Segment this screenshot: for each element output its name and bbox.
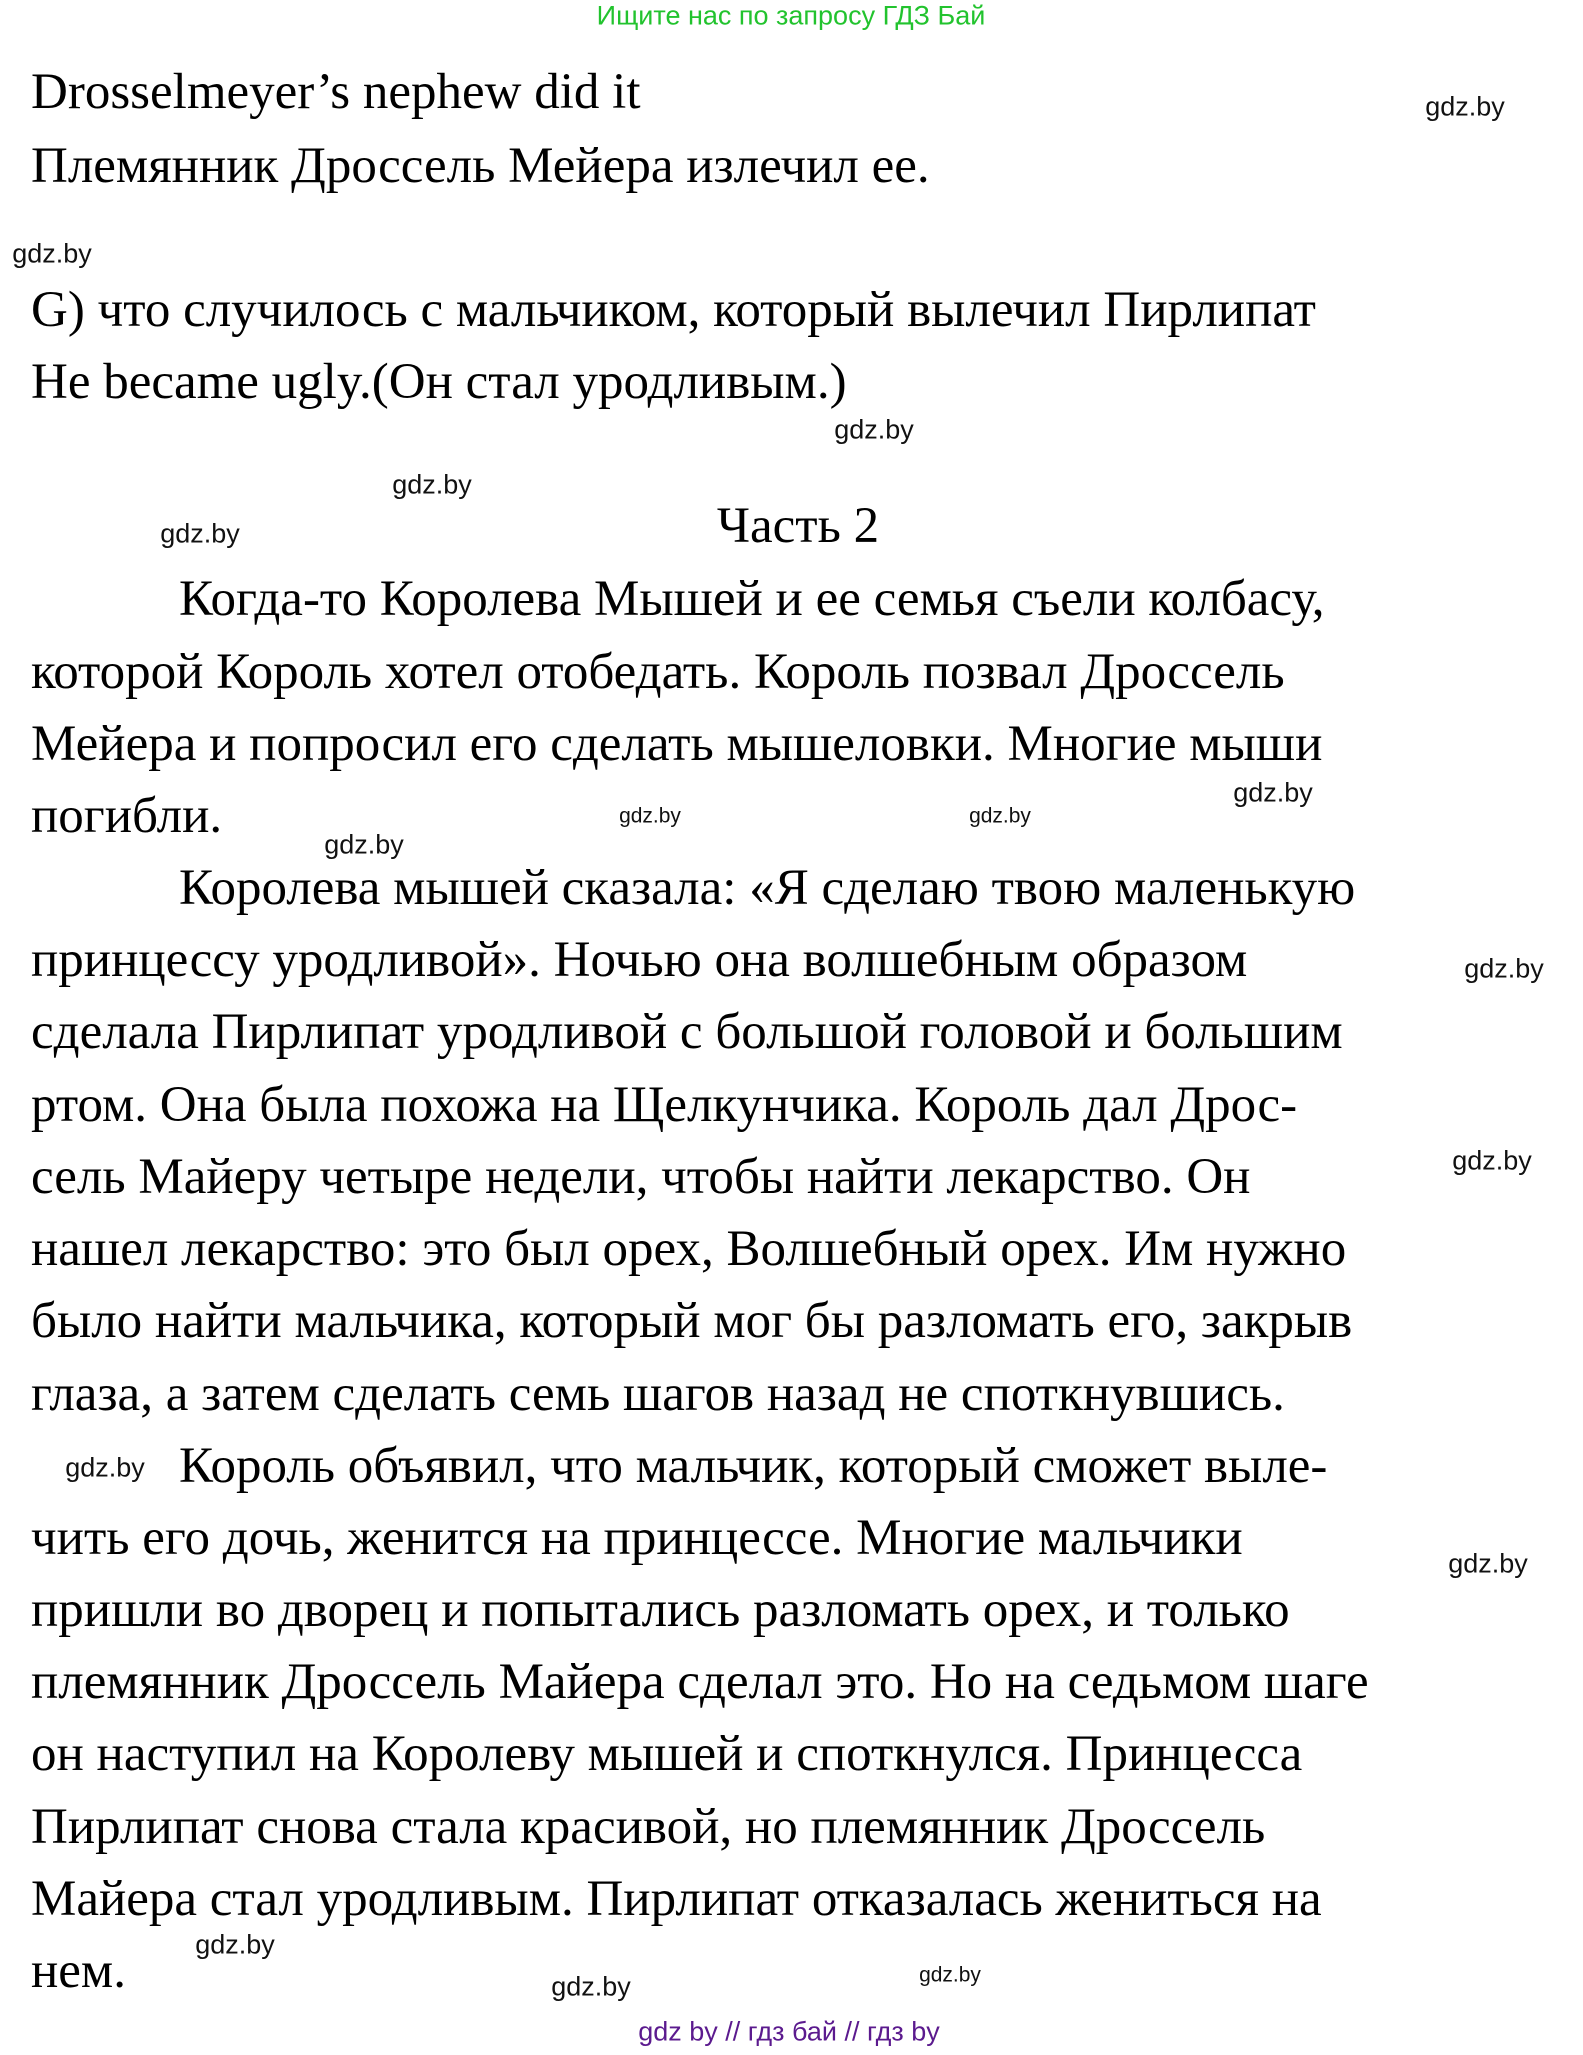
watermark: gdz.by <box>392 469 472 500</box>
text-line: Майера стал уродливым. Пирлипат отказалась жениться на <box>31 1871 1322 1927</box>
watermark: gdz.by <box>324 829 404 860</box>
text-line: Король объявил, что мальчик, который сможет выле- <box>179 1438 1328 1494</box>
text-line: нем. <box>31 1943 126 1999</box>
answer-line: Drosselmeyer’s nephew did it <box>31 64 641 120</box>
watermark: gdz.by <box>1464 953 1544 984</box>
text-line: сель Майеру четыре недели, чтобы найти лекарство. Он <box>31 1149 1251 1205</box>
text-line: пришли во дворец и попытались разломать орех, и только <box>31 1582 1290 1638</box>
watermark: gdz.by <box>969 804 1031 828</box>
watermark: gdz.by <box>12 238 92 269</box>
section-title: Часть 2 <box>716 498 880 554</box>
text-line: Когда-то Королева Мышей и ее семья съели колбасу, <box>179 571 1325 627</box>
watermark: gdz.by <box>1233 777 1313 808</box>
text-line: нашел лекарство: это был орех, Волшебный орех. Им нужно <box>31 1221 1347 1277</box>
watermark: gdz.by <box>1452 1145 1532 1176</box>
watermark: gdz.by <box>1448 1548 1528 1579</box>
text-line: глаза, а затем сделать семь шагов назад не споткнувшись. <box>31 1366 1285 1422</box>
watermark: gdz.by <box>619 804 681 828</box>
answer-line: Племянник Дроссель Мейера излечил ее. <box>31 138 930 194</box>
watermark: gdz.by <box>65 1452 145 1483</box>
text-line: племянник Дроссель Майера сделал это. Но на седьмом шаге <box>31 1654 1369 1710</box>
footer-links[interactable]: gdz by // гдз бай // гдз by <box>638 2016 940 2047</box>
text-line: Королева мышей сказала: «Я сделаю твою маленькую <box>179 860 1356 916</box>
text-line: было найти мальчика, который мог бы разломать его, закрыв <box>31 1293 1353 1349</box>
text-line: сделала Пирлипат уродливой с большой головой и большим <box>31 1004 1343 1060</box>
text-line: он наступил на Королеву мышей и споткнулся. Принцесса <box>31 1726 1303 1782</box>
text-line: ртом. Она была похожа на Щелкунчика. Король дал Дрос- <box>31 1077 1298 1133</box>
watermark: gdz.by <box>919 1963 981 1987</box>
watermark: gdz.by <box>195 1929 275 1960</box>
watermark: gdz.by <box>1425 91 1505 122</box>
search-banner: Ищите нас по запросу ГДЗ Бай <box>596 0 986 31</box>
text-line: принцессу уродливой». Ночью она волшебным образом <box>31 932 1248 988</box>
watermark: gdz.by <box>834 414 914 445</box>
answer-line: He became ugly.(Он стал уродливым.) <box>31 354 847 410</box>
text-line: Пирлипат снова стала красивой, но племянник Дроссель <box>31 1799 1266 1855</box>
watermark: gdz.by <box>551 1971 631 2002</box>
question-line: G) что случилось с мальчиком, который вылечил Пирлипат <box>31 282 1316 338</box>
text-line: погибли. <box>31 788 223 844</box>
watermark: gdz.by <box>160 518 240 549</box>
text-line: чить его дочь, женится на принцессе. Многие мальчики <box>31 1510 1243 1566</box>
text-line: которой Король хотел отобедать. Король позвал Дроссель <box>31 644 1285 700</box>
text-line: Мейера и попросил его сделать мышеловки. Многие мыши <box>31 716 1323 772</box>
